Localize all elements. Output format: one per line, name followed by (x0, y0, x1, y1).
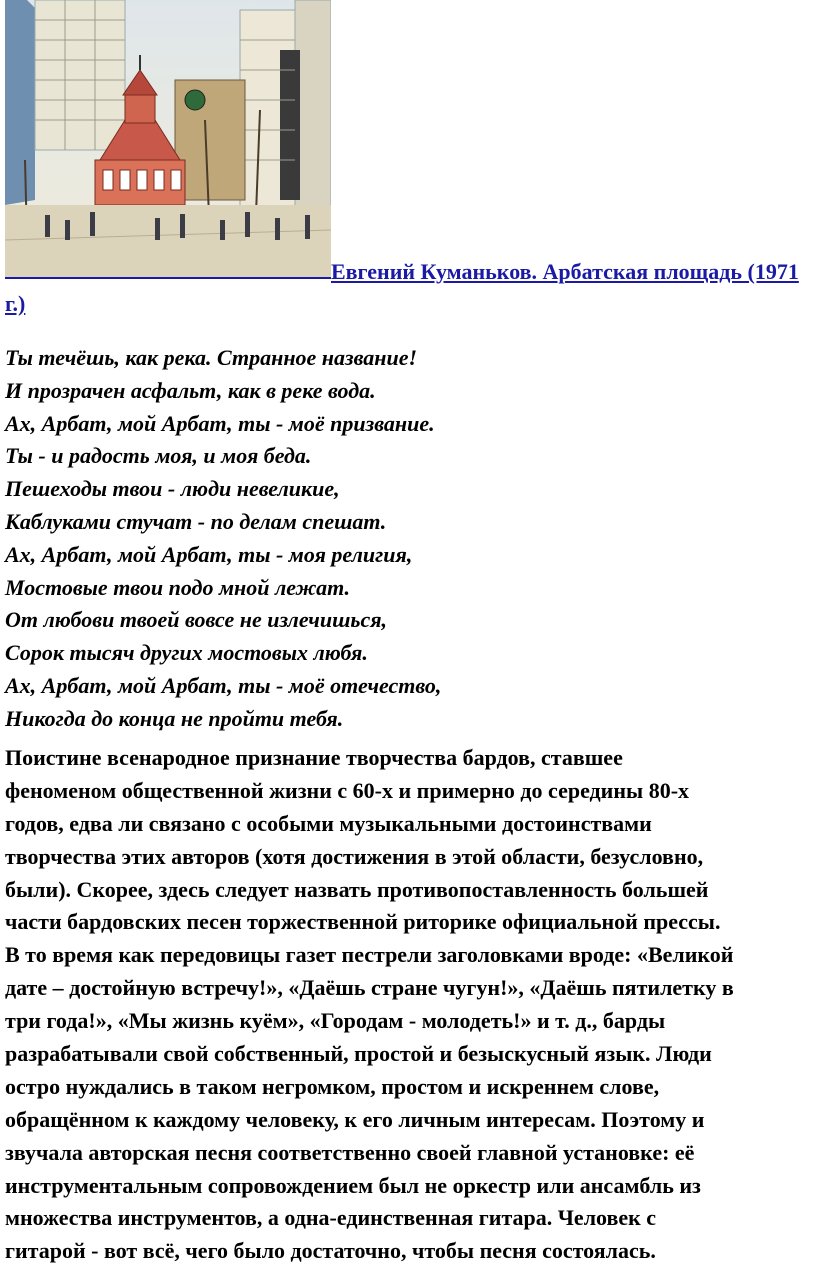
prose-line: три года!», «Мы жизнь куём», «Городам - молодеть!» и т. д., барды (5, 1008, 666, 1034)
poem (5, 342, 811, 736)
poem-line: Ах, Арбат, мой Арбат, ты - моё призвание. (5, 410, 435, 436)
prose-line: остро нуждались в таком негромком, простом и искреннем слове, (5, 1073, 660, 1099)
poem-line: Ах, Арбат, мой Арбат, ты - моя религия, (5, 541, 413, 567)
prose-line: инструментальным сопровождением был не оркестр или ансамбль из (5, 1172, 701, 1198)
prose-line: обращённом к каждому человеку, к его личным интересам. Поэтому и (5, 1106, 705, 1132)
prose-line: множества инструментов, а одна-единственная гитара. Человек с (5, 1205, 657, 1231)
prose-line: звучала авторская песня соответственно своей главной установке: её (5, 1139, 695, 1165)
prose-line: Поистине всенародное признание творчества бардов, ставшее (5, 745, 623, 770)
poem-line: И прозрачен асфальт, как в реке вода. (5, 377, 376, 403)
poem-line: Никогда до конца не пройти тебя. (5, 705, 344, 731)
poem-line: Пешеходы твои - люди невеликие, (5, 476, 340, 502)
prose-paragraph (5, 742, 811, 1268)
prose-line: разрабатывали свой собственный, простой и безыскусный язык. Люди (5, 1041, 712, 1067)
prose-line: В то время как передовицы газет пестрели заголовками вроде: «Великой (5, 942, 734, 968)
poem-line: Ах, Арбат, мой Арбат, ты - моё отечество, (5, 672, 442, 698)
poem-line: Каблуками стучат - по делам спешат. (5, 508, 387, 534)
prose-line: феноменом общественной жизни с 60-х и примерно до середины 80-х (5, 777, 690, 803)
prose-line: были). Скорее, здесь следует назвать противопоставленность большей (5, 876, 709, 902)
poem-line: Ты течёшь, как река. Странное название! (5, 345, 418, 370)
painting-caption-link[interactable]: Евгений Куманьков. Арбатская площадь (1971 г.) (5, 259, 799, 316)
figure-with-caption (5, 0, 811, 320)
prose-line: годов, едва ли связано с особыми музыкальными достоинствами (5, 810, 652, 836)
prose-line: творчества этих авторов (хотя достижения в этой области, безусловно, (5, 843, 704, 869)
prose-line: дате – достойную встречу!», «Даёшь стране чугун!», «Даёшь пятилетку в (5, 975, 734, 1001)
poem-line: От любови твоей вовсе не излечишься, (5, 607, 388, 633)
painting-arbat-square-icon[interactable] (5, 0, 331, 279)
prose-line: части бардовских песен торжественной риторике официальной прессы. (5, 909, 721, 935)
prose-line: гитарой - вот всё, чего было достаточно, чтобы песня состоялась. (5, 1238, 656, 1264)
poem-line: Мостовые твои подо мной лежат. (5, 574, 351, 600)
poem-line: Сорок тысяч других мостовых любя. (5, 640, 368, 666)
poem-line: Ты - и радость моя, и моя беда. (5, 443, 312, 469)
